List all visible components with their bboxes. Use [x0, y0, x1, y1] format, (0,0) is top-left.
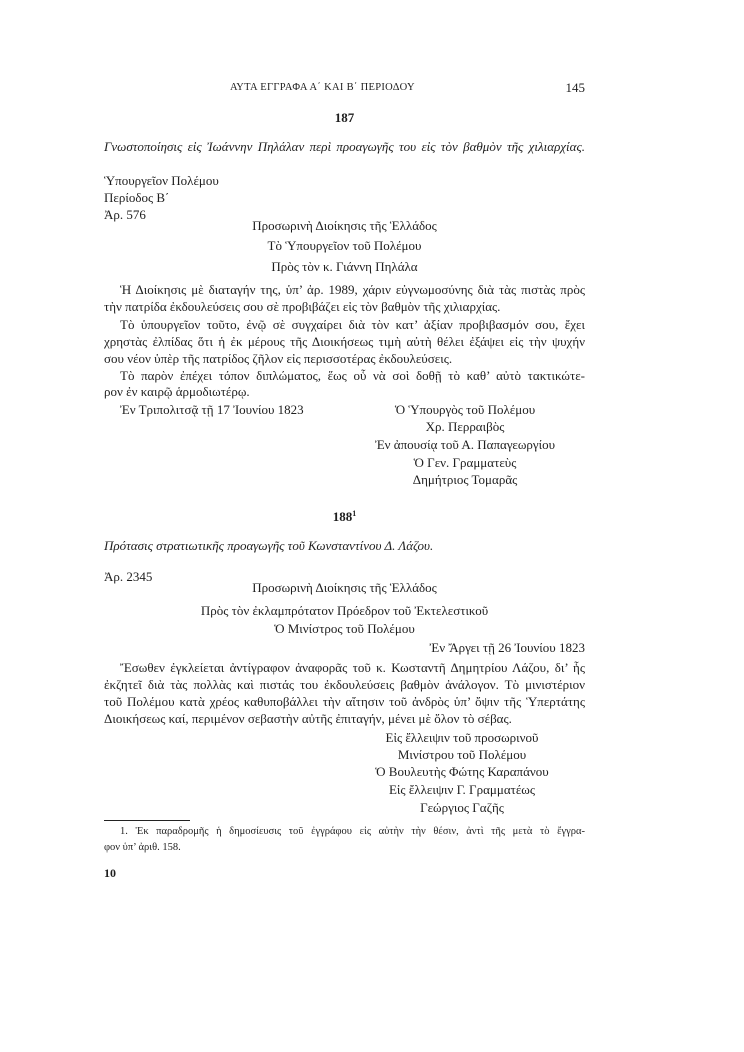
- document-title: Πρότασις στρατιωτικῆς προαγωγῆς τοῦ Κωνσταντίνου Δ. Λάζου.: [104, 538, 434, 553]
- signature-line: Δημήτριος Τομαρᾶς: [412, 472, 518, 487]
- ref-line: Περίοδος Β΄: [104, 190, 170, 205]
- body-line: Τὸ παρὸν ἐπέχει τόπον διπλώματος, ἕως οὗ νὰ σοὶ δοθῇ τὸ καθ’ αὐτὸ τακτικώτε-: [120, 368, 585, 383]
- footnote-line: 1. Ἐκ παραδρομῆς ἡ δημοσίευσις τοῦ ἐγγράφου εἰς αὐτὴν τὴν θέσιν, ἀντὶ τῆς μετὰ τὸ ἔγγρα-: [120, 826, 585, 837]
- heading-line: Προσωρινὴ Διοίκησις τῆς Ἑλλάδος: [252, 580, 437, 595]
- document-number: 187: [334, 110, 355, 125]
- signature-line: Χρ. Περραιβὸς: [425, 419, 505, 434]
- signature-line: Ἐν ἀπουσίᾳ τοῦ Α. Παπαγεωργίου: [374, 437, 556, 452]
- footnote-line: φον ὑπ’ ἀριθ. 158.: [104, 842, 181, 853]
- body-line: σου νέον ὑπὲρ τῆς πατρίδος ζῆλον εἰς περισσοτέρας ἐκδουλεύσεις.: [104, 351, 453, 366]
- heading-line: Πρὸς τὸν κ. Γιάννη Πηλάλα: [271, 259, 418, 274]
- body-line: ἐκζητεῖ διὰ τὰς πολλὰς καὶ πιστάς του ἐκδουλεύσεις βαθμὸν ἀνάλογον. Τὸ μινιστέριον: [104, 677, 585, 692]
- body-line: ρον ἐν καιρῷ ἁρμοδιωτέρῳ.: [104, 384, 250, 399]
- body-line: τοῦ Πολέμου κατὰ χρέος καθυποβάλλει τὴν αἴτησιν τοῦ ἀνδρὸς ὑπ’ ὄψιν τῆς Ὑπερτάτης: [104, 694, 585, 709]
- running-header-title: ΑΥΤΑ ΕΓΓΡΑΦΑ Α΄ ΚΑΙ Β΄ ΠΕΡΙΟΔΟΥ: [230, 82, 415, 93]
- ref-line: Ἀρ. 2345: [104, 569, 153, 584]
- ref-line: Ὑπουργεῖον Πολέμου: [104, 173, 219, 188]
- signature-line: Ὁ Γεν. Γραμματεὺς: [413, 455, 517, 470]
- footnote-rule: [104, 820, 190, 821]
- body-line: Διοικήσεως καί, περιμένον σεβαστὴν αὐτῆς ἐπιταγήν, μένει μὲ ὅλον τὸ σέβας.: [104, 711, 512, 726]
- document-number: [104, 508, 585, 526]
- page-number: 145: [565, 80, 585, 95]
- ref-line: Ἀρ. 576: [104, 207, 146, 222]
- heading-line: Τὸ Ὑπουργεῖον τοῦ Πολέμου: [267, 238, 422, 253]
- heading-line: Προσωρινὴ Διοίκησις τῆς Ἑλλάδος: [252, 218, 437, 233]
- document-number-value: 188: [332, 509, 353, 524]
- heading-line: Πρὸς τὸν ἐκλαμπρότατον Πρόεδρον τοῦ Ἐκτελεστικοῦ: [200, 603, 489, 618]
- body-line: Τὸ ὑπουργεῖον τοῦτο, ἐνῷ σὲ συγχαίρει διὰ τὸν κατ’ ἀξίαν προβιβασμόν σου, ἔχει: [120, 317, 585, 332]
- place-date: Ἐν Ἄργει τῇ 26 Ἰουνίου 1823: [429, 640, 585, 655]
- heading-line: Ὁ Μινίστρος τοῦ Πολέμου: [274, 621, 415, 636]
- body-line: τὴν πατρίδα ἐκδουλεύσεις σου σὲ προβιβάζει εἰς τὸν βαθμὸν τῆς χιλιαρχίας.: [104, 299, 501, 314]
- body-line: Ἔσωθεν ἐγκλείεται ἀντίγραφον ἀναφορᾶς τοῦ κ. Κωσταντῆ Δημητρίου Λάζου, δι’ ἧς: [120, 660, 585, 675]
- signature-line: Μινίστρου τοῦ Πολέμου: [397, 747, 527, 762]
- signature-line: Γεώργιος Γαζῆς: [420, 800, 504, 815]
- body-line: χρηστὰς ἐλπίδας ὅτι ἡ ἐκ μέρους τῆς Διοικήσεως τιμὴ αὐτὴ θέλει ἐξάψει εἰς τὴν ψυχήν: [104, 334, 585, 349]
- document-title: Γνωστοποίησις εἰς Ἰωάννην Πηλάλαν περὶ προαγωγῆς του εἰς τὸν βαθμὸν τῆς χιλιαρχίας.: [104, 139, 585, 154]
- body-line: Ἡ Διοίκησις μὲ διαταγήν της, ὑπ’ ἀρ. 1989, χάριν εὐγνωμοσύνης διὰ τὰς πιστὰς πρὸς: [120, 282, 585, 297]
- place-date: Ἐν Τριπολιτσᾷ τῇ 17 Ἰουνίου 1823: [120, 402, 304, 417]
- signature-line: Εἰς ἔλλειψιν τοῦ προσωρινοῦ: [385, 730, 539, 745]
- signature-line: Ὁ Βουλευτὴς Φώτης Καραπάνου: [375, 764, 549, 779]
- gathering-mark: 10: [104, 866, 116, 880]
- signature-line: Ὁ Ὑπουργὸς τοῦ Πολέμου: [394, 402, 536, 417]
- signature-line: Εἰς ἔλλειψιν Γ. Γραμματέως: [388, 782, 536, 797]
- footnote-reference: 1: [352, 509, 357, 518]
